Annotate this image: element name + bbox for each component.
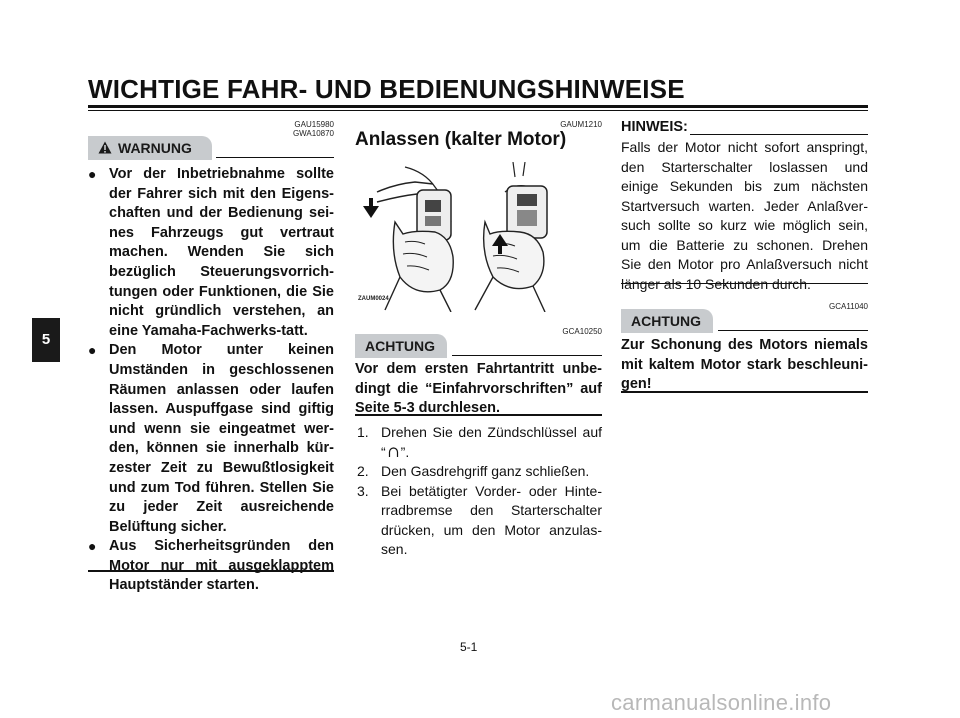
bullet-icon: ● [88,166,97,182]
warning-label: WARNUNG [118,140,192,156]
step-item [357,462,602,482]
page-number: 5-1 [460,640,478,654]
watermark: carmanualsonline.info [611,690,832,715]
reference-code: GCA11040 [829,302,868,311]
step-list [357,423,602,560]
title-rule [88,105,868,108]
caution-box-label: ACHTUNG [355,334,447,358]
chapter-tab[interactable]: 5 [32,318,60,362]
bullet-icon: ● [88,538,97,555]
step-text: Den Gasdrehgriff ganz schließen. [381,463,590,479]
page-title: WICHTIGE FAHR- UND BEDIENUNGSHINWEISE [88,74,685,104]
reference-code: GAU15980 [294,120,334,129]
caution-text: Vor dem ersten Fahrtantritt unbe-dingt die “Einfahrvorschriften” auf Seite 5-3 durchlesen. [355,361,602,417]
on-symbol-icon [388,447,399,458]
warning-triangle-icon [98,141,112,154]
note-rule [690,134,868,135]
warning-bullet-text: Vor der Inbetriebnahme sollte der Fahrer sich mit den Eigens-chaften und der Bedienung sei-nes Fahrzeugs gut vertraut machen. Wenden Sie sich bezüglich Steuerungsvorrich-tungen oder Funktionen, die Sie nicht gründlich verstehen, an eine Yamaha-Fachwerks-tatt. [109,166,334,339]
warning-box-label [88,136,212,160]
starter-illustration [355,162,603,312]
note-label: HINWEIS: [621,119,688,135]
step-number: 3. [357,482,369,499]
warning-bullet [88,165,334,341]
note-text: Falls der Motor nicht sofort anspringt, den Starterschalter loslassen und einige Sekunden bis zum nächsten Startversuch warten. Jeder Anlaßver-such sollte so kurz wie möglich sein, um die Batterie zu schonen. Drehen Sie den Motor pro Anlaßversuch nicht länger als 10 Sekunden durch. [621,139,868,292]
caution-text: Zur Schonung des Motors niemals mit kaltem Motor stark beschleuni-gen! [621,337,868,393]
reference-code: GWA10870 [292,129,334,138]
caution-end-rule [621,391,868,393]
warning-rule [216,157,334,158]
step-text: Drehen Sie den Zündschlüssel auf “ ”. [381,424,602,460]
figure-id: ZAUM0024 [358,296,389,302]
warning-end-rule [88,570,334,572]
warning-bullet-text: Aus Sicherheitsgründen den Motor nur mit ausgeklapptem Hauptständer starten. [109,538,334,594]
warning-bullet [88,341,334,537]
title-rule-thin [88,110,868,111]
reference-code: GAUM1210 [560,120,602,129]
warning-list [88,165,334,596]
warning-bullet [88,537,334,596]
bullet-icon: ● [88,342,97,359]
section-title: Anlassen (kalter Motor) [355,129,567,150]
caution-rule [718,330,868,331]
caution-rule [452,355,602,356]
step-text: Bei betätigter Vorder- oder Hinte-rradbremse den Starterschalter drücken, um den Motor anzulas-sen. [381,482,602,557]
caution-box-label: ACHTUNG [621,309,713,333]
step-item [357,482,602,560]
reference-code: GCA10250 [562,327,602,336]
note-end-rule [621,283,868,284]
step-number: 2. [357,463,369,479]
warning-bullet-text: Den Motor unter keinen Umständen in geschlossenen Räumen anlassen oder laufen lassen. Auspuffgase sind giftig und wenn sie eingeatmet wer-den, können sie innerhalb kür-zester Zeit zu Bewußtlosigkeit und zum Tod führen. Stellen Sie zu jeder Zeit ausreichende Belüftung sicher. [109,342,334,535]
step-item [357,423,602,462]
step-number: 1. [357,424,369,440]
caution-end-rule [355,414,602,416]
